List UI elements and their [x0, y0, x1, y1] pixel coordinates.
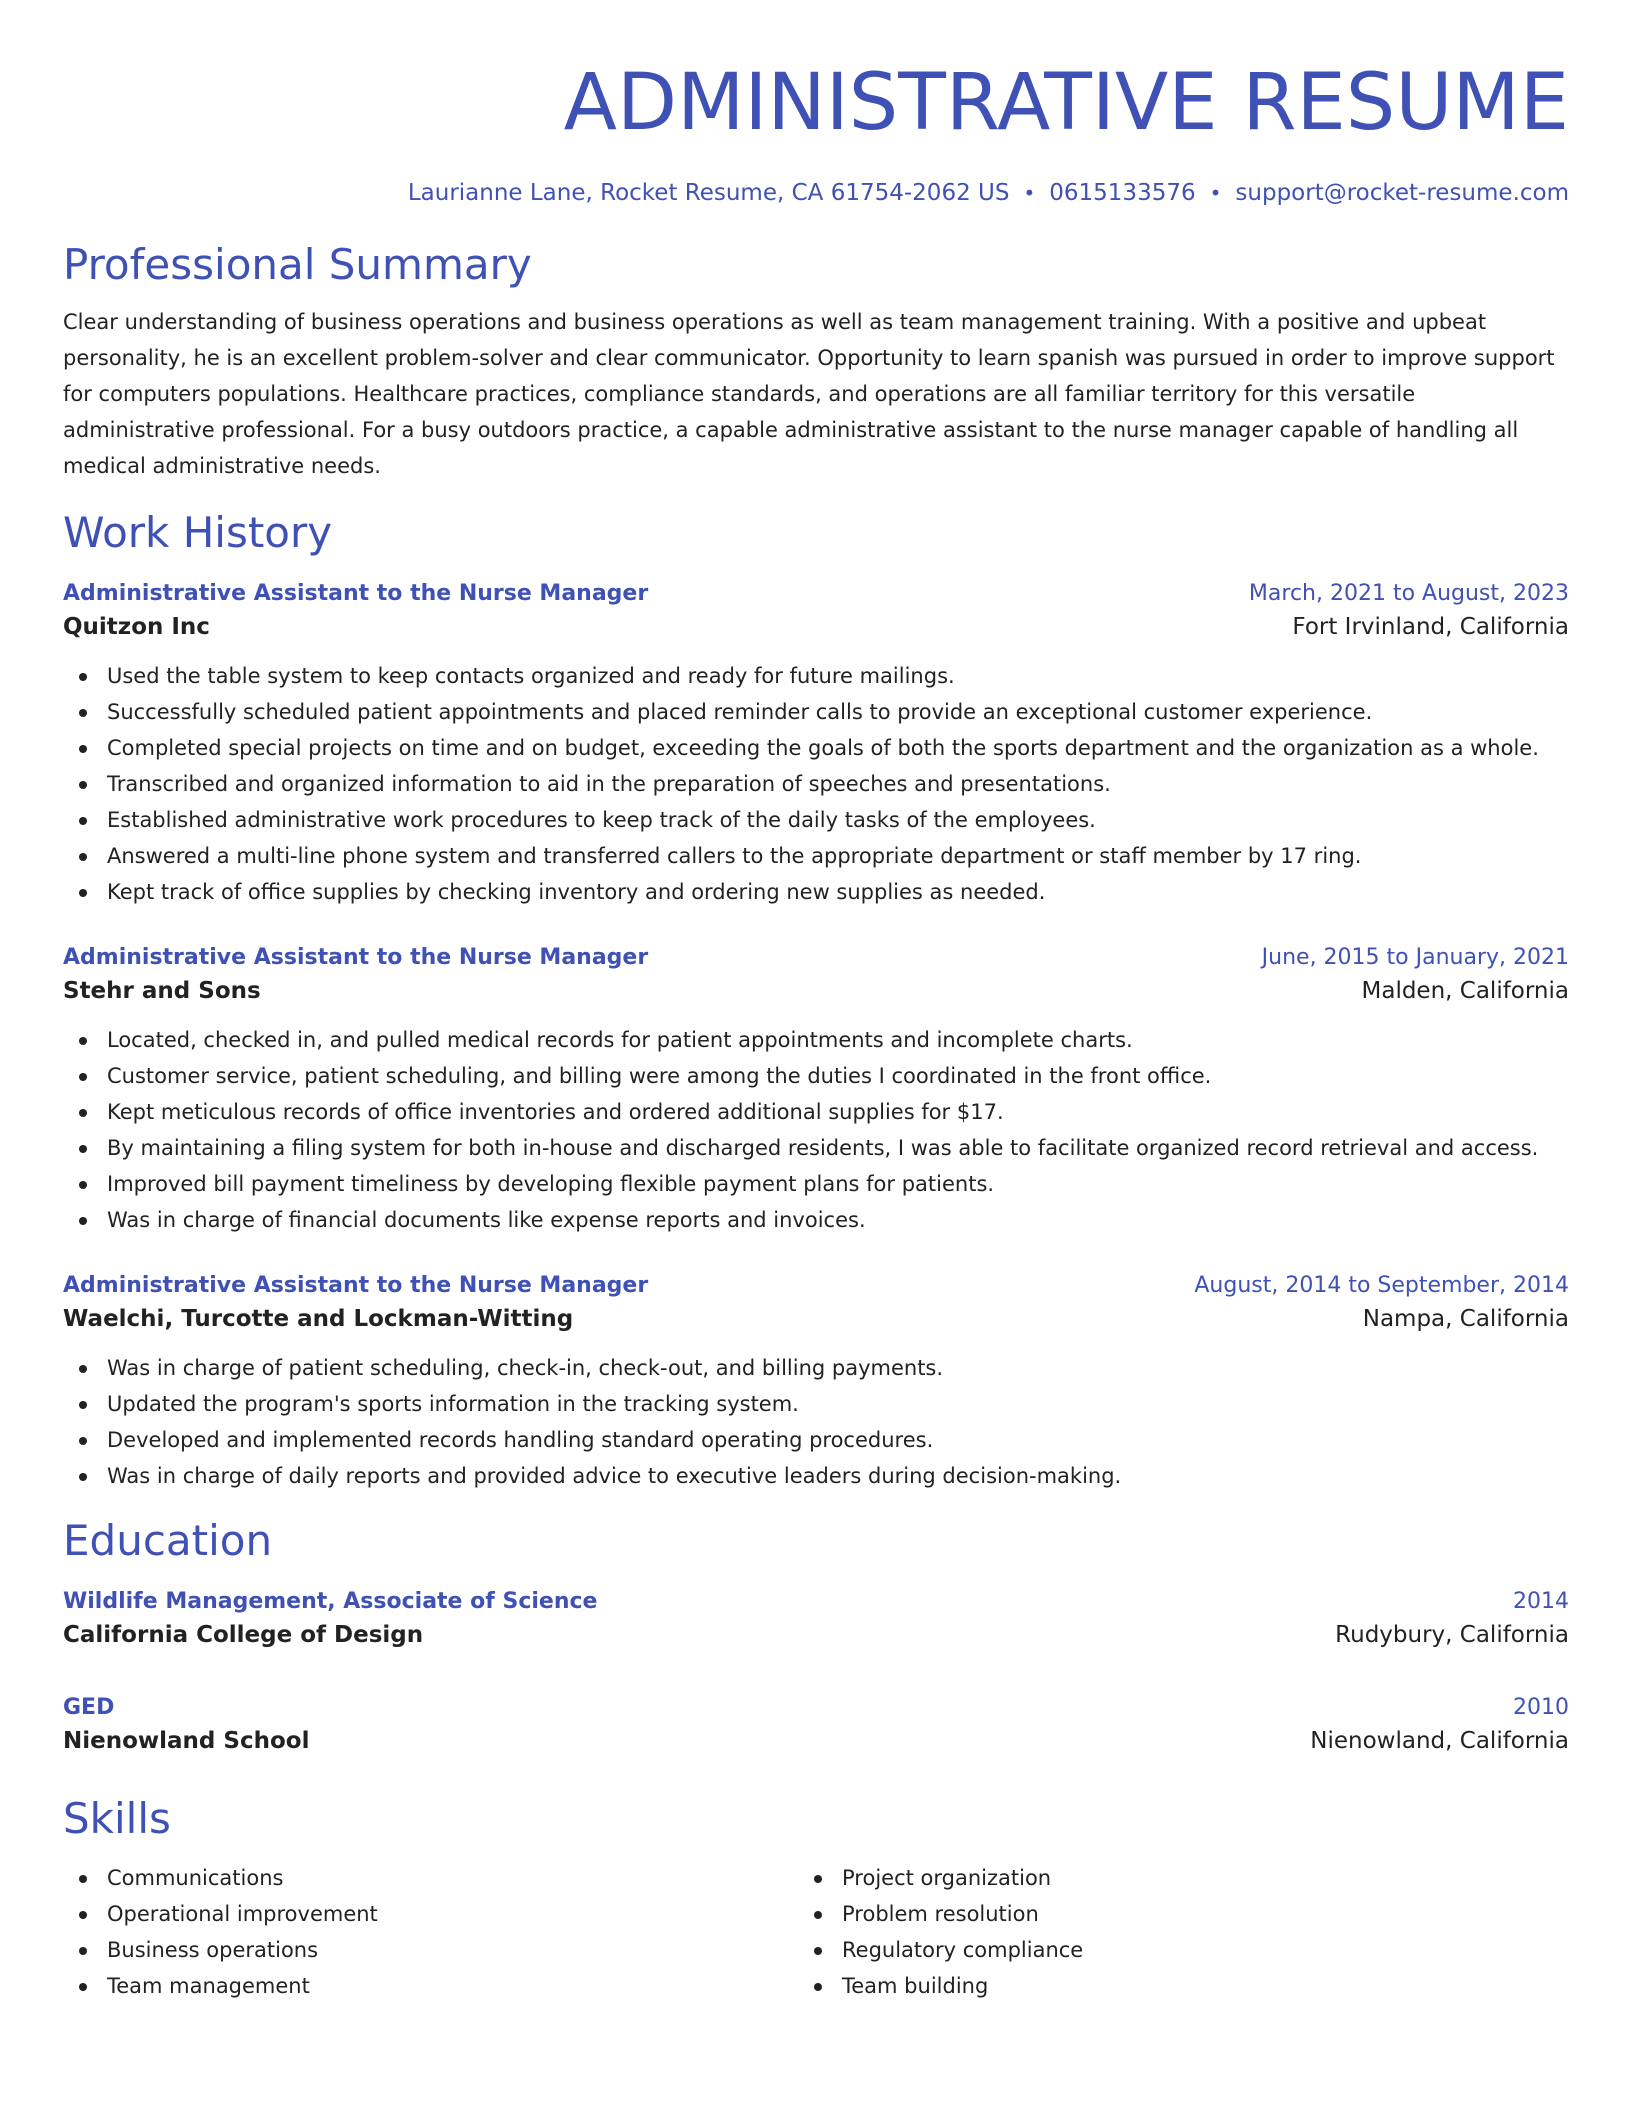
job-duty: Was in charge of financial documents like expense reports and invoices.	[63, 1202, 1569, 1238]
job-duty: Was in charge of patient scheduling, check-in, check-out, and billing payments.	[63, 1350, 1569, 1386]
job-location: Malden, California	[1361, 978, 1569, 1004]
skill-item: Communications	[63, 1860, 798, 1896]
skill-item: Business operations	[63, 1932, 798, 1968]
skill-item: Team building	[798, 1968, 1533, 2004]
education-entry	[63, 1586, 1569, 1652]
skill-item: Project organization	[798, 1860, 1533, 1896]
section-heading-skills: Skills	[63, 1794, 171, 1843]
graduation-year: 2010	[1513, 1695, 1569, 1720]
job-duty: By maintaining a filing system for both in-house and discharged residents, I was able to facilitate organized record retrieval and access.	[63, 1130, 1569, 1166]
job-duty: Established administrative work procedures to keep track of the daily tasks of the employees.	[63, 802, 1569, 838]
job-title: Administrative Assistant to the Nurse Manager	[63, 945, 649, 970]
education-entry	[63, 1692, 1569, 1758]
job-duty: Transcribed and organized information to aid in the preparation of speeches and presentations.	[63, 766, 1569, 802]
skill-item: Regulatory compliance	[798, 1932, 1533, 1968]
degree-name: GED	[63, 1695, 115, 1720]
job-dates: June, 2015 to January, 2021	[1261, 945, 1569, 970]
resume-header	[63, 52, 1569, 208]
job-duty: Successfully scheduled patient appointments and placed reminder calls to provide an exceptional customer experience.	[63, 694, 1569, 730]
job-dates: March, 2021 to August, 2023	[1248, 581, 1569, 606]
school-location: Rudybury, California	[1335, 1622, 1569, 1648]
school-location: Nienowland, California	[1310, 1728, 1569, 1754]
skills-list-right	[798, 1860, 1533, 2004]
job-duty: Completed special projects on time and on budget, exceeding the goals of both the sports department and the organization as a whole.	[63, 730, 1569, 766]
skills-grid	[63, 1860, 1569, 2004]
employer-name: Stehr and Sons	[63, 978, 261, 1004]
document-title: ADMINISTRATIVE RESUME	[563, 58, 1569, 148]
job-title: Administrative Assistant to the Nurse Manager	[63, 581, 649, 606]
education-section	[63, 1514, 1569, 1758]
skill-item: Operational improvement	[63, 1896, 798, 1932]
skills-section	[63, 1792, 1569, 2004]
school-name: Nienowland School	[63, 1728, 310, 1754]
job-duties-list	[63, 1350, 1569, 1494]
skills-list-left	[63, 1860, 798, 2004]
employer-name: Waelchi, Turcotte and Lockman-Witting	[63, 1306, 574, 1332]
job-duty: Answered a multi-line phone system and transferred callers to the appropriate department or staff member by 17 ring.	[63, 838, 1569, 874]
job-title: Administrative Assistant to the Nurse Manager	[63, 1273, 649, 1298]
job-duty: Was in charge of daily reports and provided advice to executive leaders during decision-making.	[63, 1458, 1569, 1494]
contact-separator: •	[1023, 181, 1036, 205]
job-duty: Updated the program's sports information in the tracking system.	[63, 1386, 1569, 1422]
job-duty: Improved bill payment timeliness by developing flexible payment plans for patients.	[63, 1166, 1569, 1202]
professional-summary-section	[63, 238, 1569, 484]
job-location: Nampa, California	[1362, 1306, 1569, 1332]
job-duty: Kept meticulous records of office inventories and ordered additional supplies for $17.	[63, 1094, 1569, 1130]
employer-name: Quitzon Inc	[63, 614, 210, 640]
contact-address: Laurianne Lane, Rocket Resume, CA 61754-2062 US	[407, 180, 1010, 206]
job-duty: Kept track of office supplies by checking inventory and ordering new supplies as needed.	[63, 874, 1569, 910]
job-entry	[63, 1270, 1569, 1494]
job-location: Fort Irvinland, California	[1292, 614, 1569, 640]
school-name: California College of Design	[63, 1622, 424, 1648]
job-entry	[63, 942, 1569, 1238]
job-duty: Developed and implemented records handling standard operating procedures.	[63, 1422, 1569, 1458]
graduation-year: 2014	[1513, 1589, 1569, 1614]
job-duties-list	[63, 1022, 1569, 1238]
job-dates: August, 2014 to September, 2014	[1194, 1273, 1569, 1298]
job-duties-list	[63, 658, 1569, 910]
work-history-section	[63, 506, 1569, 1494]
contact-phone: 0615133576	[1049, 180, 1196, 206]
contact-line	[63, 178, 1569, 208]
job-entry	[63, 578, 1569, 910]
section-heading-education: Education	[63, 1516, 273, 1565]
job-duty: Customer service, patient scheduling, and billing were among the duties I coordinated in the front office.	[63, 1058, 1569, 1094]
skill-item: Problem resolution	[798, 1896, 1533, 1932]
degree-name: Wildlife Management, Associate of Science	[63, 1589, 598, 1614]
section-heading-summary: Professional Summary	[63, 240, 532, 289]
contact-email: support@rocket-resume.com	[1235, 180, 1569, 206]
job-duty: Used the table system to keep contacts organized and ready for future mailings.	[63, 658, 1569, 694]
contact-separator: •	[1209, 181, 1222, 205]
section-heading-work: Work History	[63, 508, 333, 557]
skill-item: Team management	[63, 1968, 798, 2004]
job-duty: Located, checked in, and pulled medical records for patient appointments and incomplete charts.	[63, 1022, 1569, 1058]
summary-paragraph: Clear understanding of business operations and business operations as well as team management training. With a positive and upbeat personality, he is an excellent problem-solver and clear communicator. Opportunity to learn spanish was pursued in order to improve support for computers populations. Healthcare practices, compliance standards, and operations are all familiar territory for this versatile administrative professional. For a busy outdoors practice, a capable administrative assistant to the nurse manager capable of handling all medical administrative needs.	[63, 310, 1555, 478]
